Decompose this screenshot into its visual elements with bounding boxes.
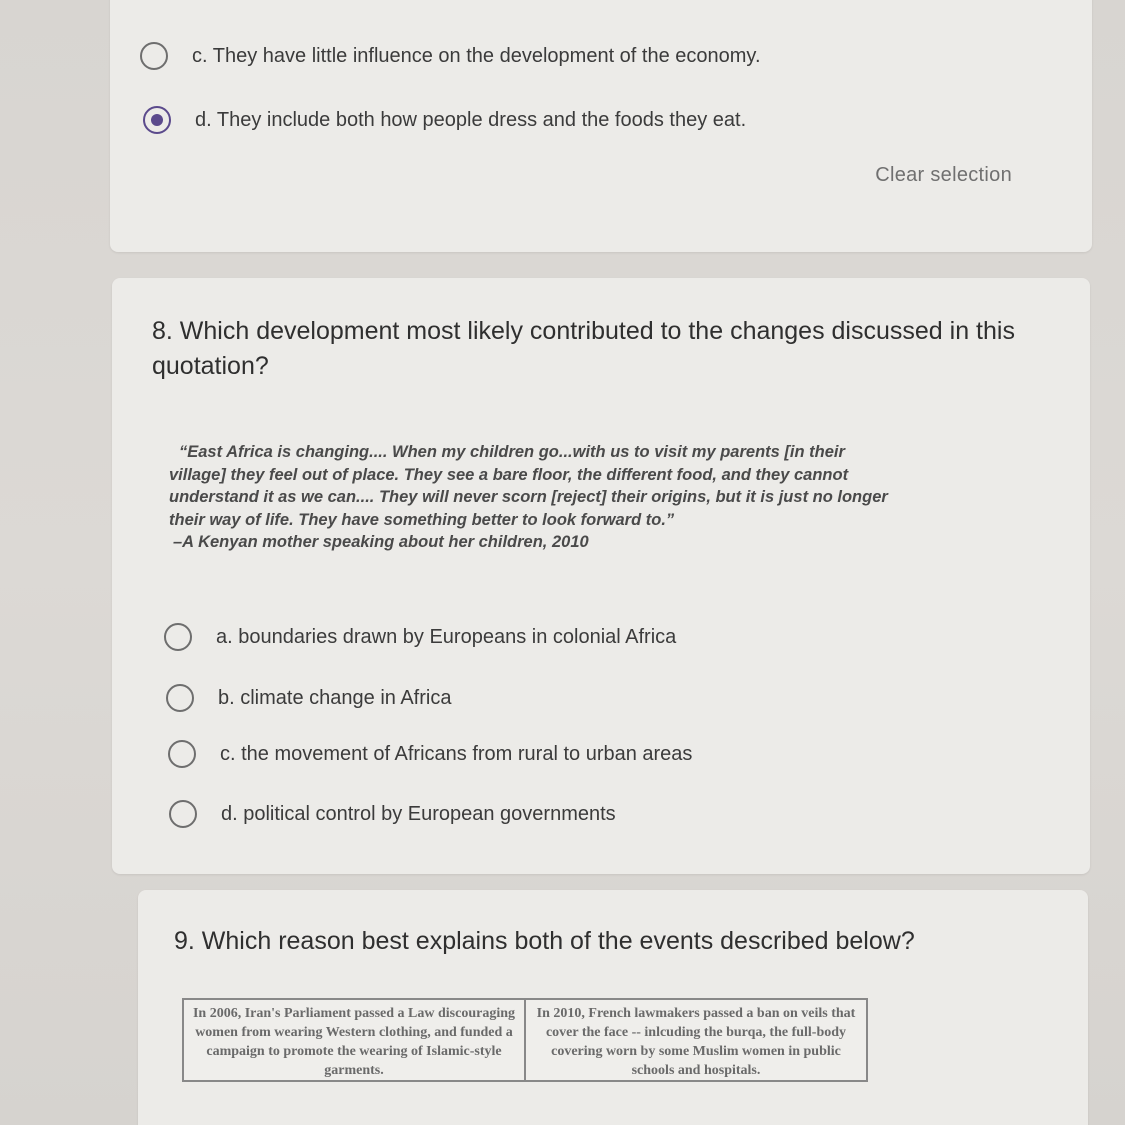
radio-selected-icon[interactable] (143, 106, 171, 134)
q8-option-a[interactable] (164, 623, 676, 651)
event-france-cell: In 2010, French lawmakers passed a ban on veils that cover the face -- inlcuding the burqa, the full-body covering worn by some Muslim women in public schools and hospitals. (525, 999, 867, 1081)
radio-unselected-icon[interactable] (168, 740, 196, 768)
q8-option-b[interactable] (166, 684, 451, 712)
question-7-card (110, 0, 1092, 252)
q7-option-d-label: d. They include both how people dress and the foods they eat. (195, 108, 747, 131)
q7-option-d[interactable] (143, 106, 746, 134)
radio-unselected-icon[interactable] (169, 800, 197, 828)
q7-option-c-label: c. They have little influence on the development of the economy. (192, 44, 761, 67)
question-8-title: 8. Which development most likely contributed to the changes discussed in this quotation? (152, 317, 1015, 380)
events-table (182, 998, 868, 1082)
radio-unselected-icon[interactable] (166, 684, 194, 712)
clear-selection-button[interactable]: Clear selection (875, 164, 1012, 186)
question-9-card (138, 890, 1088, 1125)
radio-unselected-icon[interactable] (164, 623, 192, 651)
q8-option-d[interactable] (169, 800, 616, 828)
question-8-card (112, 278, 1090, 874)
q8-option-a-label: a. boundaries drawn by Europeans in colonial Africa (216, 625, 677, 648)
quotation-attribution: –A Kenyan mother speaking about her children, 2010 (173, 533, 589, 551)
q8-option-c[interactable] (168, 740, 692, 768)
quotation-block (169, 441, 899, 554)
radio-dot-icon (151, 114, 163, 126)
table-row (183, 999, 867, 1081)
radio-unselected-icon[interactable] (140, 42, 168, 70)
q8-option-c-label: c. the movement of Africans from rural to urban areas (220, 742, 693, 765)
question-9-title: 9. Which reason best explains both of the events described below? (174, 927, 915, 955)
q8-option-d-label: d. political control by European governments (221, 802, 616, 825)
q7-option-c[interactable] (140, 42, 761, 70)
quotation-text: “East Africa is changing.... When my children go...with us to visit my parents [in their village] they feel out of place. They see a bare floor, the different food, and they cannot understand it as we can.... They will never scorn [reject] their origins, but it is just no longer their way of life. They have something better to look forward to.” (169, 443, 888, 529)
event-iran-cell: In 2006, Iran's Parliament passed a Law discouraging women from wearing Western clothing, and funded a campaign to promote the wearing of Islamic-style garments. (183, 999, 525, 1081)
q8-option-b-label: b. climate change in Africa (218, 686, 452, 709)
